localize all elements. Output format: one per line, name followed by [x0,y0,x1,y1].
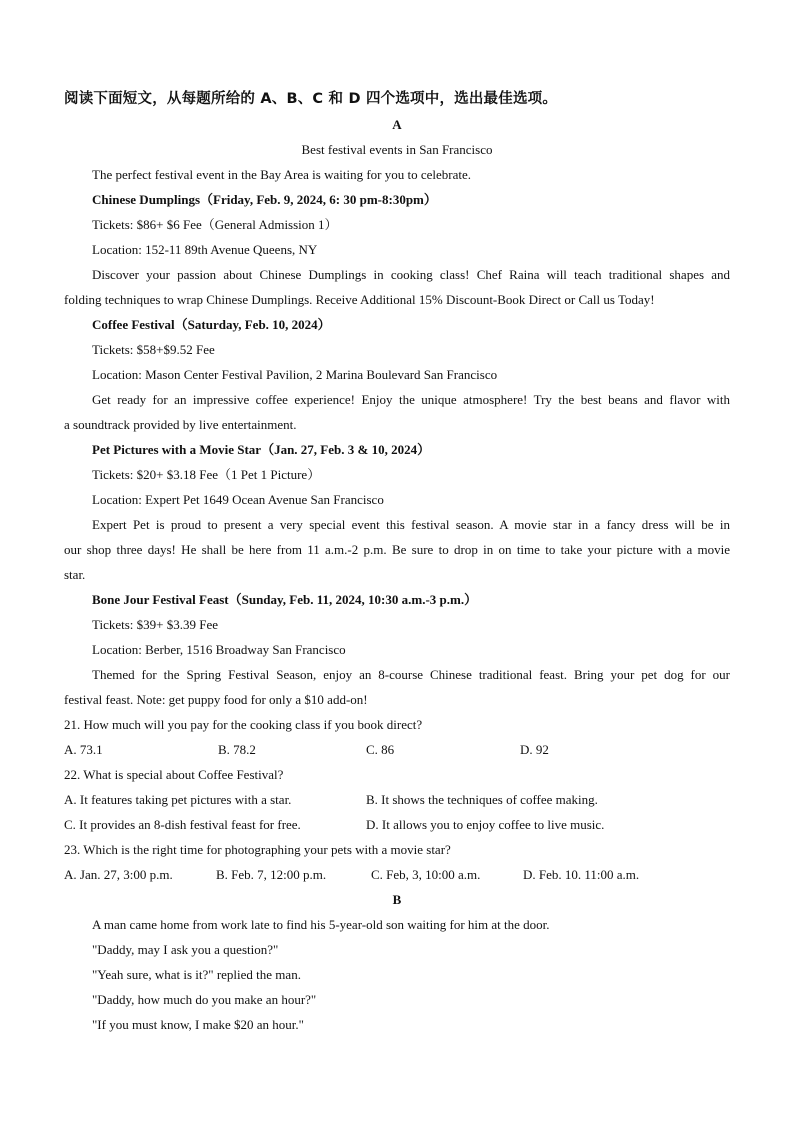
question-23-stem: 23. Which is the right time for photographing your pets with a movie star? [64,842,451,857]
option-a[interactable]: A. 73.1 [64,742,103,757]
desc-line: our shop three days! He shall be here from 11 a.m.-2 p.m. Be sure to drop in on time to take your picture with a movie [64,542,730,557]
option-c[interactable]: C. Feb, 3, 10:00 a.m. [371,867,481,882]
event-desc-feast [64,662,730,712]
event-desc-coffee [64,387,730,437]
option-d[interactable]: D. Feb. 10. 11:00 a.m. [523,867,640,882]
option-d[interactable]: D. It allows you to enjoy coffee to live music. [366,817,605,832]
event-tickets-pet-pictures: Tickets: $20+ $3.18 Fee（1 Pet 1 Picture） [92,467,321,482]
passage-b-label: B [392,892,402,907]
event-tickets-feast: Tickets: $39+ $3.39 Fee [92,617,219,632]
passage-b-line: "Daddy, how much do you make an hour?" [92,992,317,1007]
event-location-pet-pictures: Location: Expert Pet 1649 Ocean Avenue San Francisco [92,492,384,507]
option-a[interactable]: A. It features taking pet pictures with a star. [64,792,292,807]
event-tickets-coffee: Tickets: $58+$9.52 Fee [92,342,215,357]
reading-instruction: 阅读下面短文，从每题所给的 A、B、C 和 D 四个选项中，选出最佳选项。 [64,91,558,107]
event-location-feast: Location: Berber, 1516 Broadway San Francisco [92,642,346,657]
event-name-pet-pictures: Pet Pictures with a Movie Star（Jan. 27, Feb. 3 & 10, 2024） [92,442,431,457]
question-22-options-row2 [64,812,730,837]
question-21-options [64,737,730,762]
desc-line: folding techniques to wrap Chinese Dumplings. Receive Additional 15% Discount-Book Direct or Call us Today! [64,292,655,307]
event-name-feast: Bone Jour Festival Feast（Sunday, Feb. 11, 2024, 10:30 a.m.-3 p.m.） [92,592,478,607]
passage-a-intro: The perfect festival event in the Bay Area is waiting for you to celebrate. [92,167,472,182]
event-location-coffee: Location: Mason Center Festival Pavilion, 2 Marina Boulevard San Francisco [92,367,498,382]
event-name-coffee: Coffee Festival（Saturday, Feb. 10, 2024） [92,317,331,332]
event-tickets-dumplings: Tickets: $86+ $6 Fee（General Admission 1） [92,217,338,232]
option-b[interactable]: B. It shows the techniques of coffee making. [366,792,598,807]
option-c[interactable]: C. 86 [366,742,395,757]
event-location-dumplings: Location: 152-11 89th Avenue Queens, NY [92,242,318,257]
passage-b-line: "Yeah sure, what is it?" replied the man. [92,967,301,982]
option-d[interactable]: D. 92 [520,742,549,757]
desc-line: Discover your passion about Chinese Dumplings in cooking class! Chef Raina will teach traditional shapes and [92,267,730,282]
event-desc-pet-pictures [64,512,730,587]
exam-page [64,86,730,1037]
question-22-options-row1 [64,787,730,812]
question-23-options [64,862,730,887]
passage-a-label: A [392,117,402,132]
desc-line: Get ready for an impressive coffee experience! Enjoy the unique atmosphere! Try the best beans and flavor with [92,392,730,407]
event-name-dumplings: Chinese Dumplings（Friday, Feb. 9, 2024, 6: 30 pm-8:30pm） [92,192,437,207]
desc-line: Expert Pet is proud to present a very special event this festival season. A movie star in a fancy dress will be in [92,517,730,532]
question-22-stem: 22. What is special about Coffee Festival? [64,767,284,782]
option-a[interactable]: A. Jan. 27, 3:00 p.m. [64,867,173,882]
desc-line: star. [64,567,86,582]
desc-line: festival feast. Note: get puppy food for only a $10 add-on! [64,692,368,707]
desc-line: a soundtrack provided by live entertainment. [64,417,297,432]
option-c[interactable]: C. It provides an 8-dish festival feast for free. [64,817,301,832]
option-b[interactable]: B. 78.2 [218,742,256,757]
option-b[interactable]: B. Feb. 7, 12:00 p.m. [216,867,327,882]
passage-b-line: "If you must know, I make $20 an hour." [92,1017,304,1032]
passage-a-title: Best festival events in San Francisco [301,142,493,157]
question-21-stem: 21. How much will you pay for the cooking class if you book direct? [64,717,423,732]
event-desc-dumplings [64,262,730,312]
desc-line: Themed for the Spring Festival Season, enjoy an 8-course Chinese traditional feast. Bring your pet dog for our [92,667,730,682]
passage-b-line: A man came home from work late to find his 5-year-old son waiting for him at the door. [92,917,550,932]
passage-b-line: "Daddy, may I ask you a question?" [92,942,279,957]
